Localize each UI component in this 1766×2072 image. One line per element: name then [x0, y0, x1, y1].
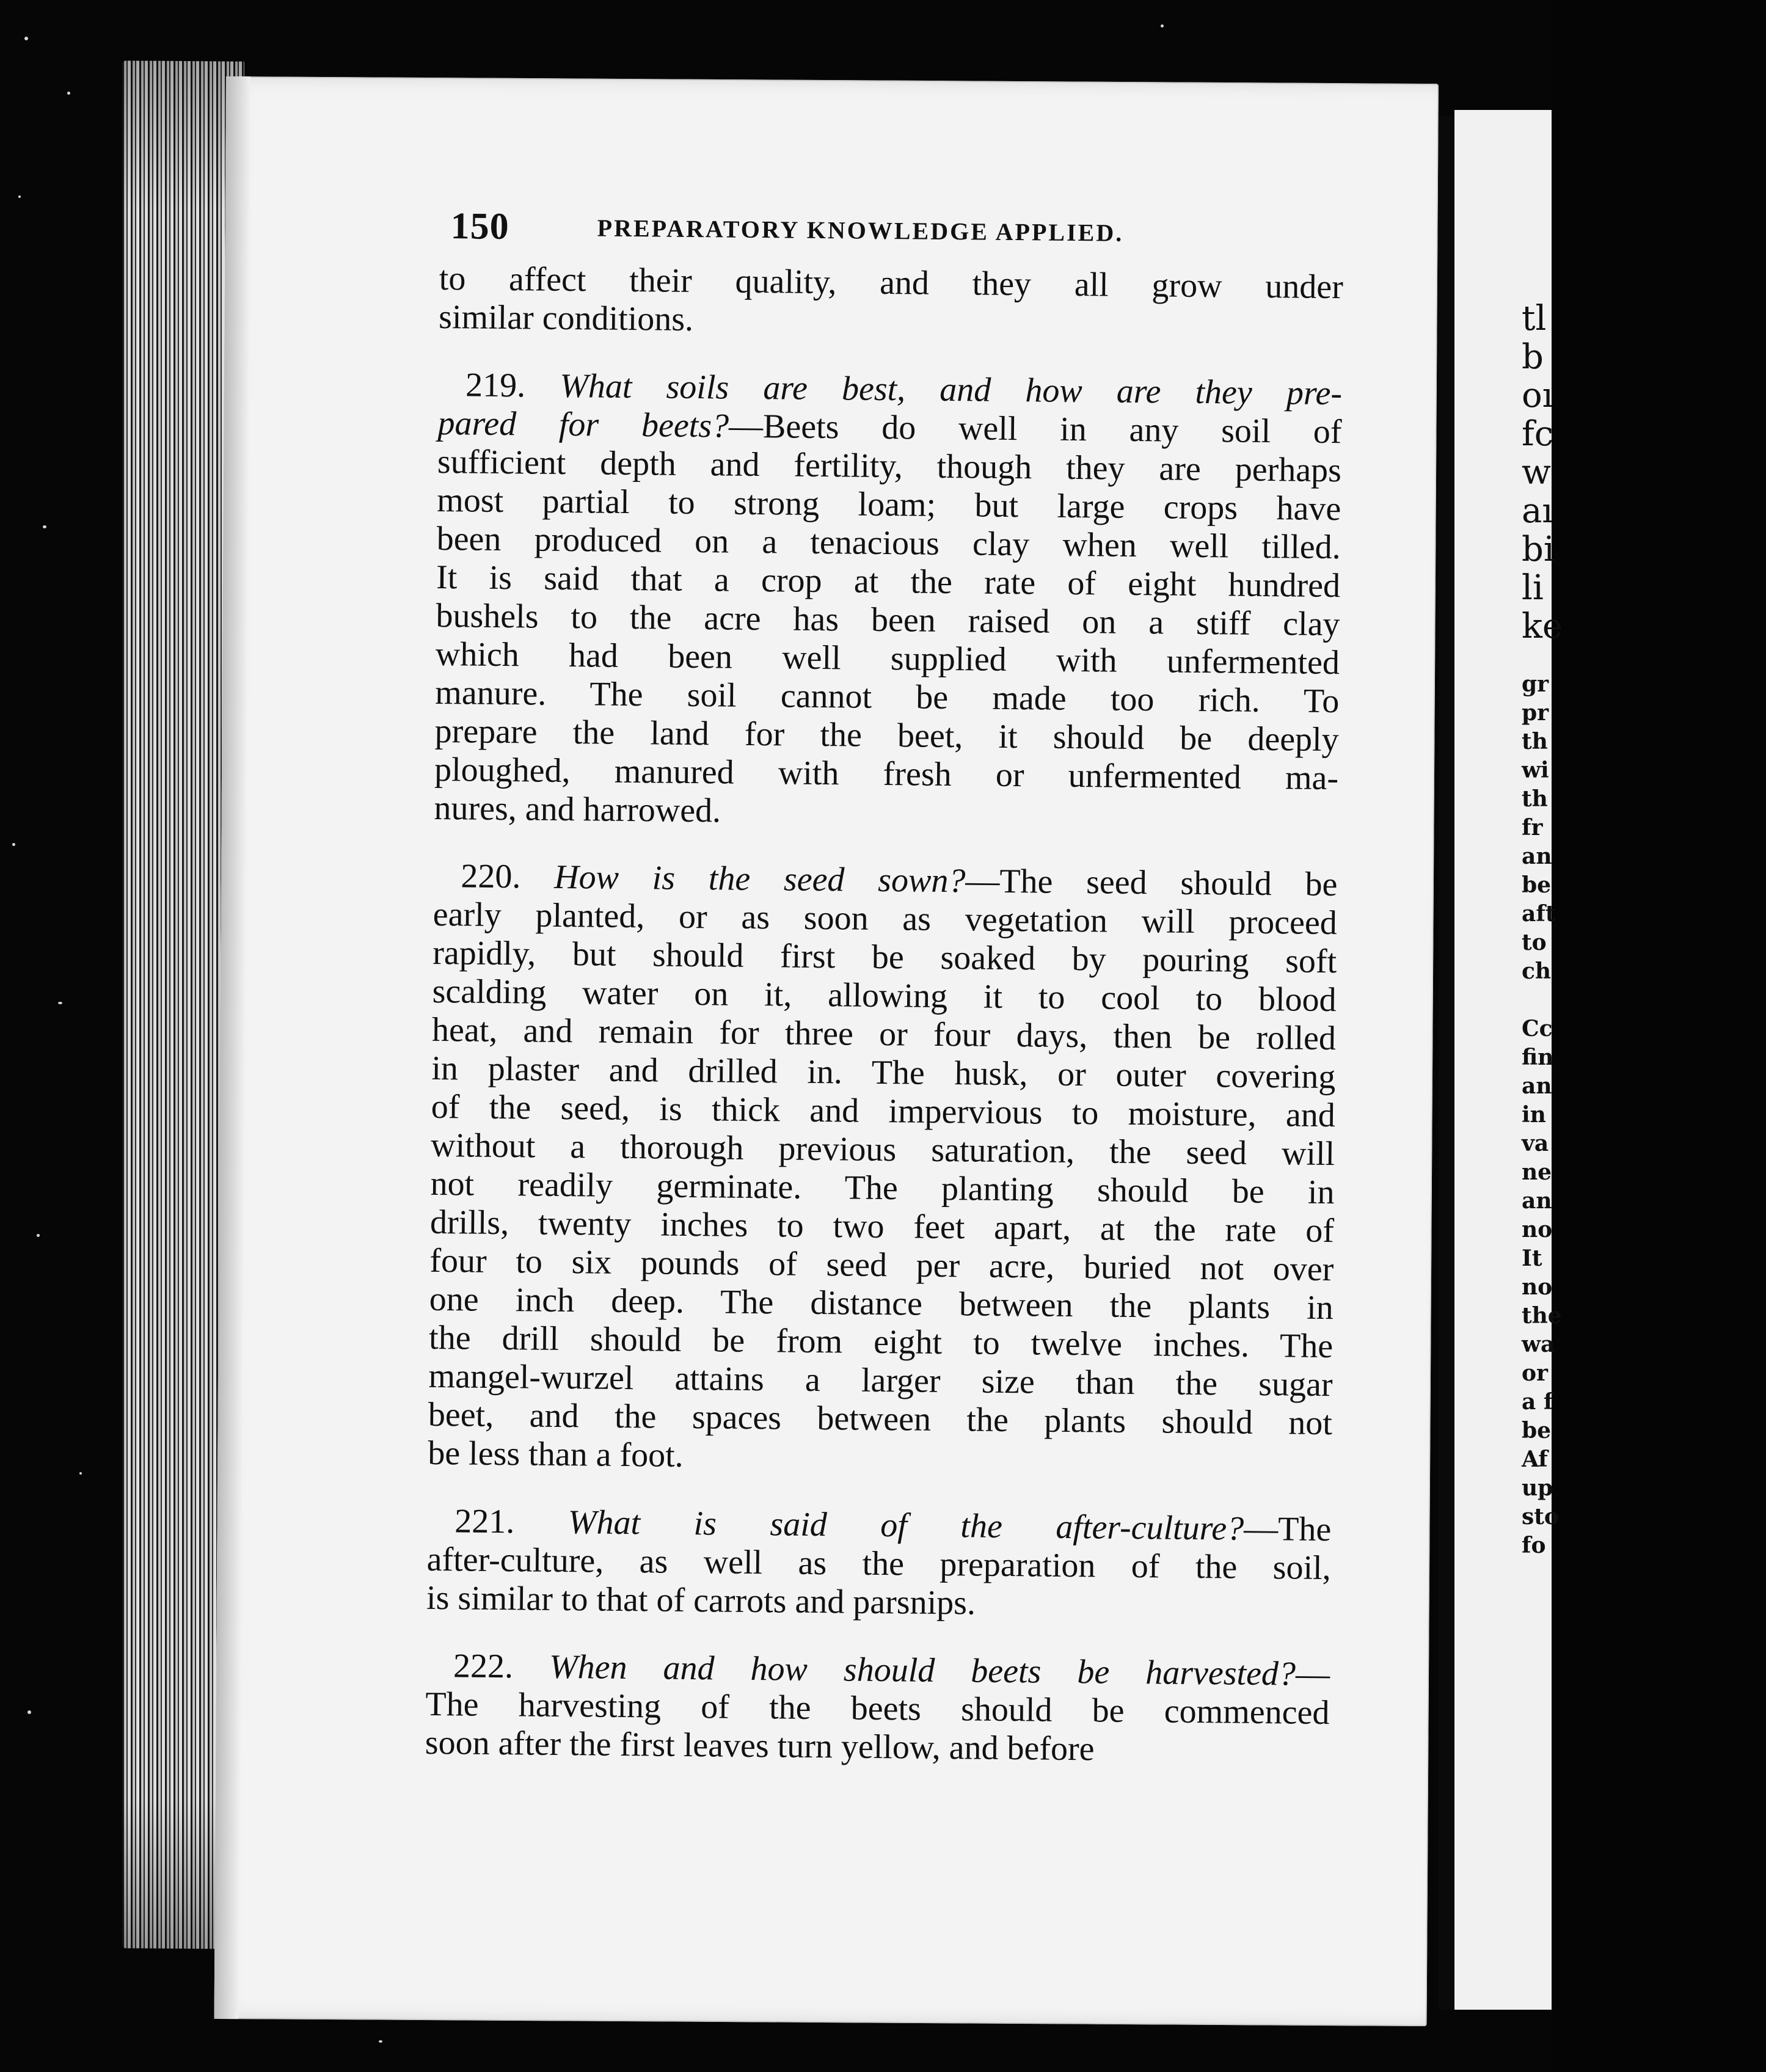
text-line: prepare the land for the beet, it should be deeply [434, 712, 1339, 759]
facing-text-fragment: in [1522, 1102, 1546, 1128]
text-line: similar conditions. [438, 297, 694, 338]
page-text-block [425, 205, 1356, 1800]
text-line: nures, and harrowed. [434, 789, 721, 830]
text-line: ploughed, manured with fresh or unfermented ma- [434, 750, 1339, 798]
dust-speck [58, 1002, 62, 1004]
facing-text-fragment: ch [1522, 958, 1552, 984]
text-line: soon after the first leaves turn yellow, and before [425, 1723, 1095, 1768]
facing-text-fragment: sto [1522, 1504, 1559, 1530]
text-line: is similar to that of carrots and parsnips. [426, 1578, 976, 1622]
facing-text-fragment: gr [1522, 671, 1549, 697]
facing-text-fragment: bi [1522, 530, 1555, 569]
dust-speck [379, 2040, 382, 2043]
facing-text-fragment: aft [1522, 901, 1556, 927]
text-line: beet, and the spaces between the plants should not [428, 1395, 1333, 1443]
text-line: of the seed, is thick and impervious to moisture, and [431, 1087, 1336, 1135]
paragraph [434, 366, 1354, 836]
text-line: most partial to strong loam; but large crops have [437, 481, 1341, 528]
text-line: without a thorough previous saturation, the seed will [430, 1126, 1335, 1173]
text-line: mangel-wurzel attains a larger size than the sugar [428, 1357, 1333, 1404]
dust-speck [27, 1710, 31, 1714]
text-line: manure. The soil cannot be made too rich. To [435, 673, 1340, 721]
text-line: after-culture, as well as the preparation of the soil, [426, 1540, 1331, 1588]
facing-text-fragment: tl [1522, 299, 1547, 338]
facing-text-fragment: an [1522, 1188, 1552, 1214]
page-number: 150 [450, 205, 509, 248]
text-line: the drill should be from eight to twelve inches. The [428, 1318, 1334, 1366]
facing-text-fragment: to [1522, 930, 1547, 955]
text-line: not readily germinate. The planting should be in [430, 1164, 1335, 1212]
text-line: 220. How is the seed sown?—The seed should be [461, 857, 1338, 904]
running-head [439, 205, 1356, 268]
facing-text-fragment: or [1522, 1360, 1548, 1386]
facing-text-fragment: pr [1522, 700, 1549, 726]
facing-text-fragment: a f [1522, 1389, 1553, 1415]
facing-text-fragment: wi [1522, 757, 1549, 783]
facing-text-fragment: th [1522, 729, 1548, 754]
text-line: be less than a foot. [428, 1434, 684, 1475]
text-line: heat, and remain for three or four days, then be rolled [431, 1010, 1337, 1058]
facing-text-fragment: be [1522, 1418, 1552, 1443]
text-line: 219. What soils are best, and how are they pre- [465, 366, 1343, 413]
text-line: 221. What is said of the after-culture?—The [454, 1502, 1332, 1549]
facing-text-fragment: the [1522, 1303, 1562, 1329]
facing-text-fragment: b [1522, 337, 1544, 377]
paragraph [426, 1502, 1344, 1626]
facing-text-fragment: It [1522, 1246, 1542, 1271]
book-gutter [1439, 116, 1454, 2010]
text-line: sufficient depth and fertility, though they are perhaps [437, 442, 1342, 490]
body-text [425, 260, 1356, 1771]
facing-text-fragment: th [1522, 786, 1548, 812]
facing-text-fragment: w [1522, 453, 1551, 492]
dust-speck [1161, 24, 1164, 27]
text-line: The harvesting of the beets should be commenced [425, 1685, 1330, 1732]
paragraph [428, 857, 1350, 1481]
facing-text-fragment: be [1522, 872, 1552, 898]
text-line: drills, twenty inches to two feet apart, at the rate of [429, 1203, 1335, 1250]
text-line: bushels to the acre has been raised on a stiff clay [436, 596, 1340, 644]
text-line: early planted, or as soon as vegetation will proceed [432, 895, 1338, 943]
text-line: rapidly, but should first be soaked by pouring soft [432, 933, 1337, 981]
dust-speck [24, 37, 28, 40]
dust-speck [67, 92, 70, 95]
facing-page [1454, 110, 1563, 2010]
facing-text-fragment: fin [1522, 1045, 1554, 1070]
facing-text-fragment: va [1522, 1131, 1549, 1156]
facing-text-fragment: an [1522, 1073, 1552, 1099]
facing-text-fragment: wa [1522, 1332, 1555, 1357]
dust-speck [12, 843, 15, 846]
facing-text-fragment: li [1522, 568, 1544, 608]
facing-text-fragment: ne [1522, 1159, 1552, 1185]
paragraph [439, 260, 1356, 345]
text-line: four to six pounds of seed per acre, buried not over [429, 1241, 1334, 1289]
text-line: in plaster and drilled in. The husk, or outer covering [431, 1049, 1336, 1096]
text-line: to affect their quality, and they all grow under [439, 259, 1344, 307]
facing-text-fragment: Cc [1522, 1016, 1553, 1041]
facing-text-fragment: fo [1522, 1533, 1546, 1558]
running-head-title: PREPARATORY KNOWLEDGE APPLIED. [597, 214, 1124, 247]
dust-speck [18, 195, 21, 198]
facing-text-fragment [1522, 986, 1766, 1015]
facing-text-fragment: no [1522, 1217, 1553, 1242]
text-line: one inch deep. The distance between the plants in [429, 1280, 1334, 1327]
facing-text-fragment: no [1522, 1274, 1553, 1300]
facing-text-fragment: fr [1522, 815, 1543, 841]
facing-text-fragment: fc [1522, 414, 1554, 454]
facing-gap [1522, 646, 1766, 670]
dust-speck [37, 1234, 40, 1237]
facing-text-fragment: Af [1522, 1446, 1548, 1472]
text-line: It is said that a crop at the rate of eight hundred [436, 558, 1341, 605]
text-line: been produced on a tenacious clay when well tilled. [436, 519, 1341, 567]
facing-text-fragment: aı [1522, 491, 1553, 531]
text-line: scalding water on it, allowing it to cool to blood [432, 972, 1337, 1020]
text-line: 222. When and how should beets be harvested?— [453, 1647, 1330, 1694]
facing-text-fragment: up [1522, 1475, 1553, 1501]
facing-page-text [1522, 299, 1766, 1560]
facing-text-fragment: an [1522, 844, 1552, 869]
paragraph [425, 1647, 1343, 1771]
text-line: pared for beets?—Beets do well in any soil of [437, 404, 1342, 451]
facing-text-fragment: oı [1522, 376, 1553, 415]
facing-text-fragment: ke [1522, 607, 1563, 646]
dust-speck [79, 1472, 82, 1475]
dust-speck [43, 525, 46, 528]
text-line: which had been well supplied with unfermented [435, 635, 1340, 682]
